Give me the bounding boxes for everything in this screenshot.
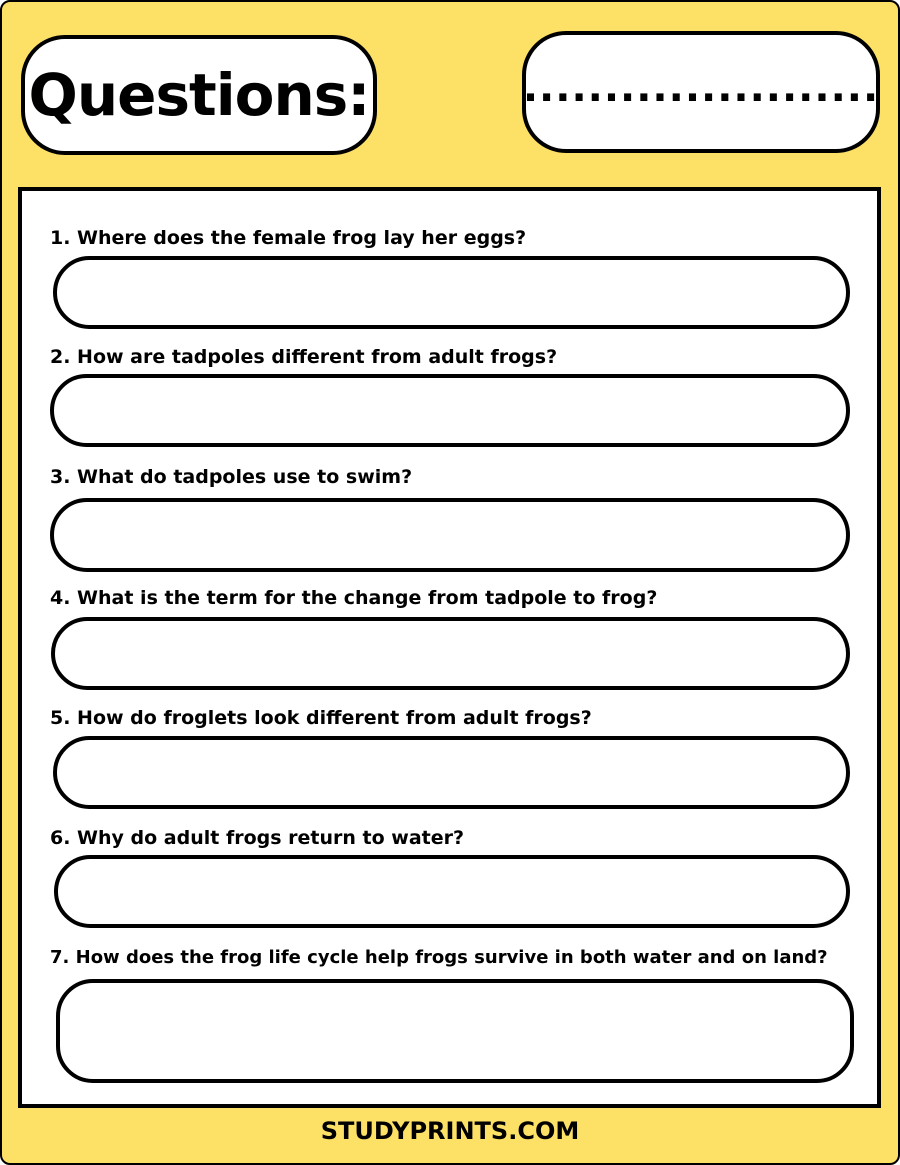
- name-blank: ......................: [522, 65, 880, 111]
- question-6: 6. Why do adult frogs return to water?: [50, 827, 465, 849]
- question-2: 2. How are tadpoles different from adult frogs?: [50, 346, 558, 368]
- answer-box-4[interactable]: [51, 617, 850, 690]
- page-title: Questions:: [28, 61, 370, 129]
- question-4: 4. What is the term for the change from tadpole to frog?: [50, 587, 658, 609]
- question-3: 3. What do tadpoles use to swim?: [50, 466, 413, 488]
- answer-box-6[interactable]: [54, 855, 850, 928]
- answer-box-2[interactable]: [50, 374, 850, 447]
- question-7: 7. How does the frog life cycle help frogs survive in both water and on land?: [50, 947, 828, 968]
- footer-site: STUDYPRINTS.COM: [320, 1117, 580, 1145]
- question-1: 1. Where does the female frog lay her eggs?: [50, 227, 527, 249]
- name-box[interactable]: [522, 31, 880, 153]
- question-5: 5. How do froglets look different from adult frogs?: [50, 707, 592, 729]
- answer-box-1[interactable]: [53, 256, 850, 329]
- answer-box-3[interactable]: [50, 498, 850, 572]
- answer-box-5[interactable]: [53, 736, 850, 809]
- title-box: [21, 35, 377, 155]
- answer-box-7[interactable]: [56, 979, 854, 1083]
